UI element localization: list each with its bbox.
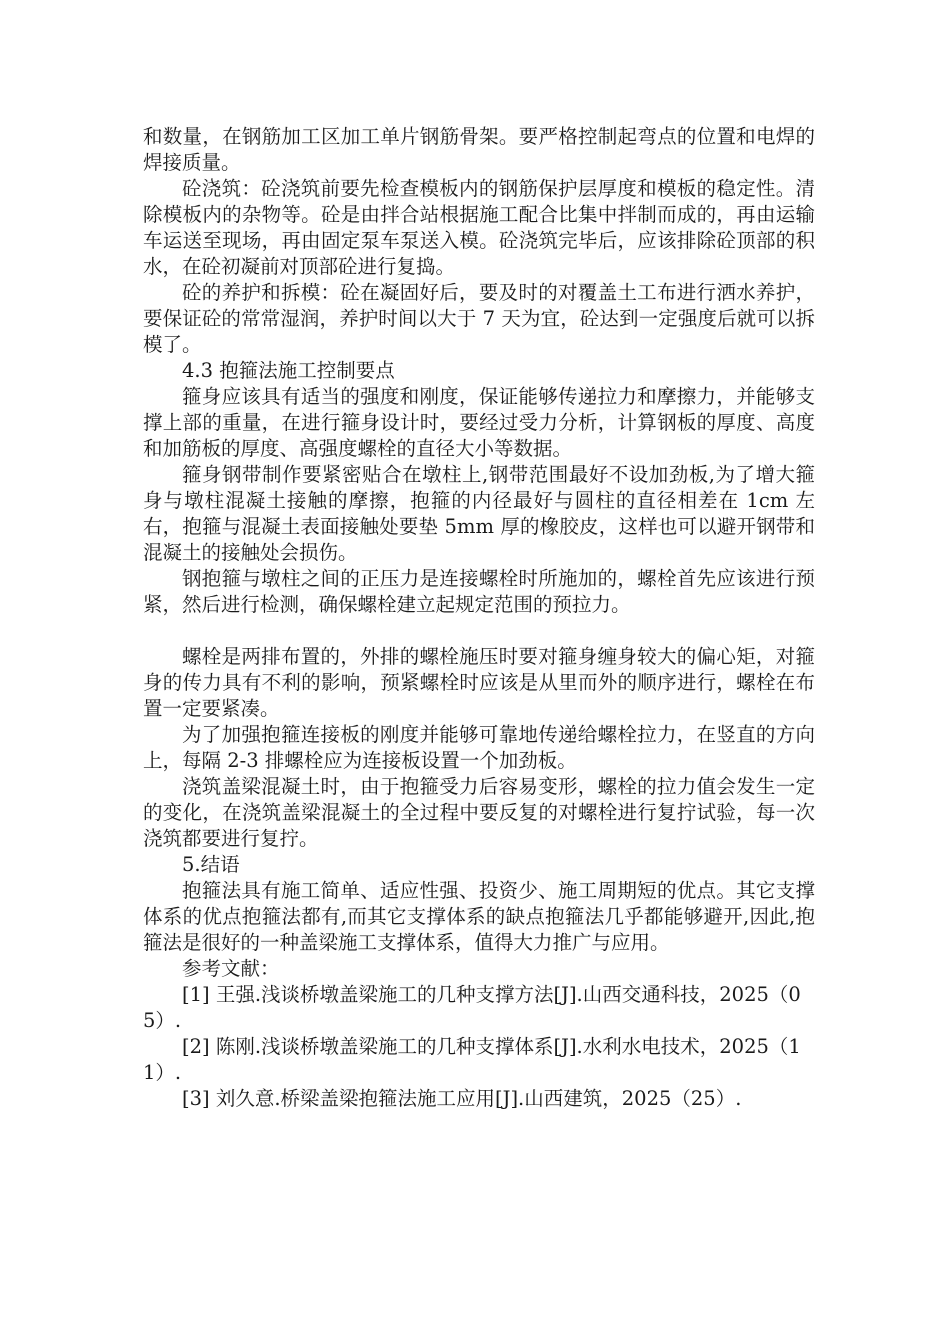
reference-item: [1] 王强.浅谈桥墩盖梁施工的几种支撑方法[J].山西交通科技，2025（05）. (143, 983, 801, 1032)
paragraph-rebar-fabrication: 和数量，在钢筋加工区加工单片钢筋骨架。要严格控制起弯点的位置和电焊的焊接质量。 (143, 125, 815, 174)
paragraph-curing-formwork: 砼的养护和拆模：砼在凝固好后，要及时的对覆盖土工布进行洒水养护，要保证砼的常常湿润，养护时间以大于 7 天为宜，砼达到一定强度后就可以拆模了。 (143, 281, 815, 356)
paragraph-bolt-pretension: 钢抱箍与墩柱之间的正压力是连接螺栓时所施加的，螺栓首先应该进行预紧，然后进行检测，确保螺栓建立起规定范围的预拉力。 (143, 567, 815, 616)
references-title: 参考文献： (182, 957, 280, 980)
paragraph-concrete-pouring: 砼浇筑：砼浇筑前要先检查模板内的钢筋保护层厚度和模板的稳定性。清除模板内的杂物等。砼是由拌合站根据施工配合比集中拌制而成的，再由运输车运送至现场，再由固定泵车泵送入模。砼浇筑完毕后，应该排除砼顶部的积水，在砼初凝前对顶部砼进行复捣。 (143, 177, 815, 278)
references-list (143, 982, 815, 1112)
paragraph-stiffener: 为了加强抱箍连接板的刚度并能够可靠地传递给螺栓拉力，在竖直的方向上，每隔 2-3 排螺栓应为连接板设置一个加劲板。 (143, 723, 815, 772)
reference-item: [2] 陈刚.浅谈桥墩盖梁施工的几种支撑体系[J].水利水电技术，2025（11）. (143, 1035, 801, 1084)
paragraph-re-tightening: 浇筑盖梁混凝土时，由于抱箍受力后容易变形，螺栓的拉力值会发生一定的变化，在浇筑盖梁混凝土的全过程中要反复的对螺栓进行复拧试验，每一次浇筑都要进行复拧。 (143, 775, 815, 850)
section-heading-4-3: 4.3 抱箍法施工控制要点 (182, 359, 395, 382)
document-page (143, 124, 815, 1112)
paragraph-steel-band: 箍身钢带制作要紧密贴合在墩柱上,钢带范围最好不设加劲板,为了增大箍身与墩柱混凝土接触的摩擦，抱箍的内径最好与圆柱的直径相差在 1cm 左右，抱箍与混凝土表面接触处要垫 5mm 厚的橡胶皮，这样也可以避开钢带和混凝土的接触处会损伤。 (143, 463, 815, 564)
section-heading-5: 5.结语 (182, 853, 240, 876)
paragraph-hoop-body-design: 箍身应该具有适当的强度和刚度，保证能够传递拉力和摩擦力，并能够支撑上部的重量，在进行箍身设计时，要经过受力分析，计算钢板的厚度、高度和加筋板的厚度、高强度螺栓的直径大小等数据。 (143, 385, 815, 460)
paragraph-conclusion: 抱箍法具有施工简单、适应性强、投资少、施工周期短的优点。其它支撑体系的优点抱箍法都有,而其它支撑体系的缺点抱箍法几乎都能够避开,因此,抱箍法是很好的一种盖梁施工支撑体系，值得大力推广与应用。 (143, 879, 815, 954)
paragraph-bolt-arrangement: 螺栓是两排布置的，外排的螺栓施压时要对箍身缠身较大的偏心矩，对箍身的传力具有不利的影响，预紧螺栓时应该是从里而外的顺序进行，螺栓在布置一定要紧凑。 (143, 645, 815, 720)
blank-line (143, 618, 815, 644)
reference-item: [3] 刘久意.桥梁盖梁抱箍法施工应用[J].山西建筑，2025（25）. (182, 1087, 742, 1110)
